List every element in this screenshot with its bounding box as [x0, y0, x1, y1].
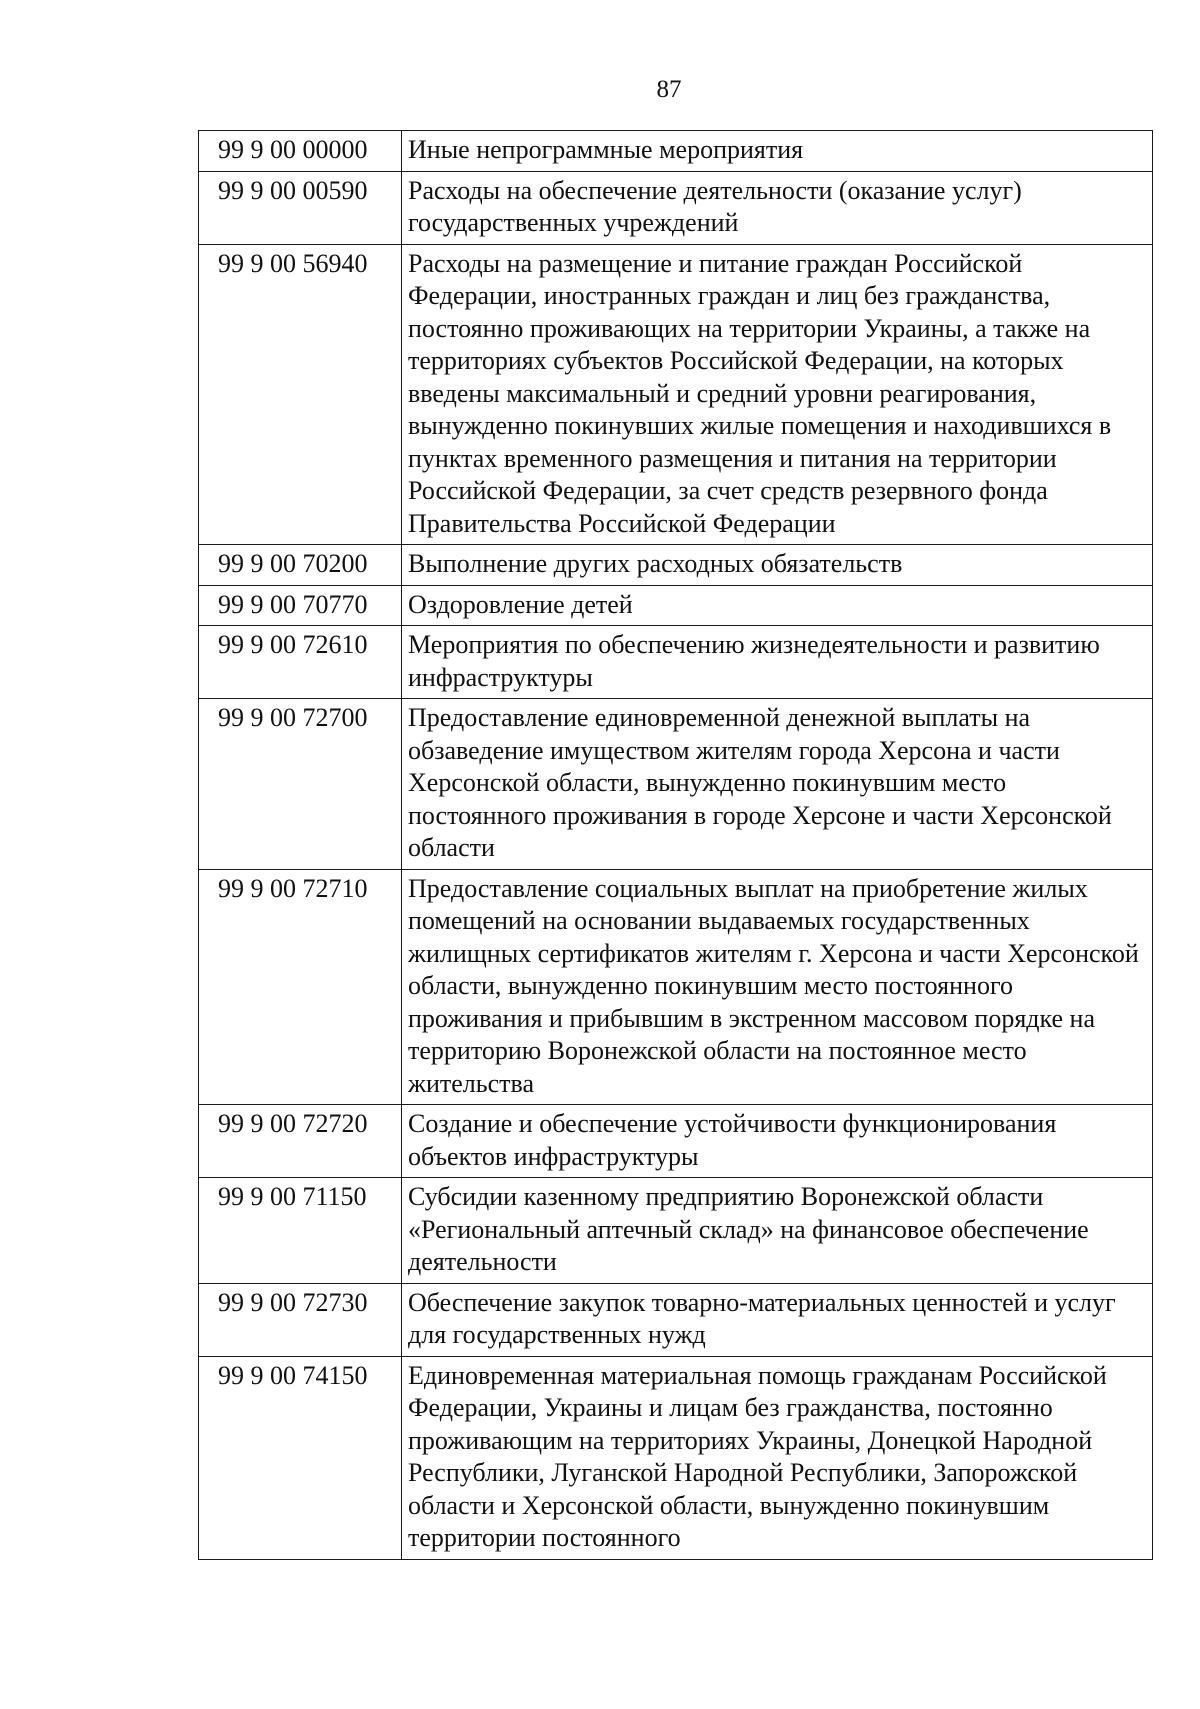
- table-row: [199, 1283, 1153, 1356]
- row-description: Расходы на размещение и питание граждан Российской Федерации, иностранных граждан и лиц без гражданства, постоянно проживающих на территории Украины, а также на территориях субъектов Российской Федерации, на которых введены максимальный и средний уровни реагирования, вынужденно покинувших жилые помещения и находившихся в пунктах временного размещения и питания на территории Российской Федерации, за счет средств резервного фонда Правительства Российской Федерации: [402, 244, 1153, 545]
- table-row: [199, 699, 1153, 870]
- table-row: [199, 626, 1153, 699]
- row-description: Предоставление социальных выплат на приобретение жилых помещений на основании выдаваемых государственных жилищных сертификатов жителям г. Херсона и части Херсонской области, вынужденно покинувшим место постоянного проживания и прибывшим в экстренном массовом порядке на территорию Воронежской области на постоянное место жительства: [402, 869, 1153, 1105]
- row-code: 99 9 00 72700: [199, 699, 402, 870]
- row-description: Обеспечение закупок товарно-материальных ценностей и услуг для государственных нужд: [402, 1283, 1153, 1356]
- row-description: Субсидии казенному предприятию Воронежской области «Региональный аптечный склад» на финансовое обеспечение деятельности: [402, 1178, 1153, 1284]
- table-row: [199, 244, 1153, 545]
- row-code: 99 9 00 72720: [199, 1105, 402, 1178]
- table-row: [199, 171, 1153, 244]
- budget-code-table: [198, 130, 1153, 1560]
- row-description: Создание и обеспечение устойчивости функционирования объектов инфраструктуры: [402, 1105, 1153, 1178]
- row-code: 99 9 00 70770: [199, 585, 402, 626]
- row-code: 99 9 00 70200: [199, 545, 402, 586]
- row-code: 99 9 00 72610: [199, 626, 402, 699]
- row-code: 99 9 00 00590: [199, 171, 402, 244]
- table-row: [199, 1105, 1153, 1178]
- row-description: Иные непрограммные мероприятия: [402, 131, 1153, 172]
- row-code: 99 9 00 72730: [199, 1283, 402, 1356]
- row-description: Оздоровление детей: [402, 585, 1153, 626]
- row-code: 99 9 00 74150: [199, 1356, 402, 1559]
- row-description: Выполнение других расходных обязательств: [402, 545, 1153, 586]
- page-number: 87: [656, 76, 682, 103]
- table-row: [199, 545, 1153, 586]
- table-row: [199, 131, 1153, 172]
- row-description: Мероприятия по обеспечению жизнедеятельности и развитию инфраструктуры: [402, 626, 1153, 699]
- row-code: 99 9 00 71150: [199, 1178, 402, 1284]
- row-code: 99 9 00 00000: [199, 131, 402, 172]
- row-description: Предоставление единовременной денежной выплаты на обзаведение имуществом жителям города Херсона и части Херсонской области, вынужденно покинувшим место постоянного проживания в городе Херсоне и части Херсонской области: [402, 699, 1153, 870]
- table-row: [199, 869, 1153, 1105]
- row-code: 99 9 00 72710: [199, 869, 402, 1105]
- row-code: 99 9 00 56940: [199, 244, 402, 545]
- row-description: Расходы на обеспечение деятельности (оказание услуг) государственных учреждений: [402, 171, 1153, 244]
- row-description: Единовременная материальная помощь гражданам Российской Федерации, Украины и лицам без гражданства, постоянно проживающим на территориях Украины, Донецкой Народной Республики, Луганской Народной Республики, Запорожской области и Херсонской области, вынужденно покинувшим территории постоянного: [402, 1356, 1153, 1559]
- table-row: [199, 1178, 1153, 1284]
- table-row: [199, 1356, 1153, 1559]
- table-row: [199, 585, 1153, 626]
